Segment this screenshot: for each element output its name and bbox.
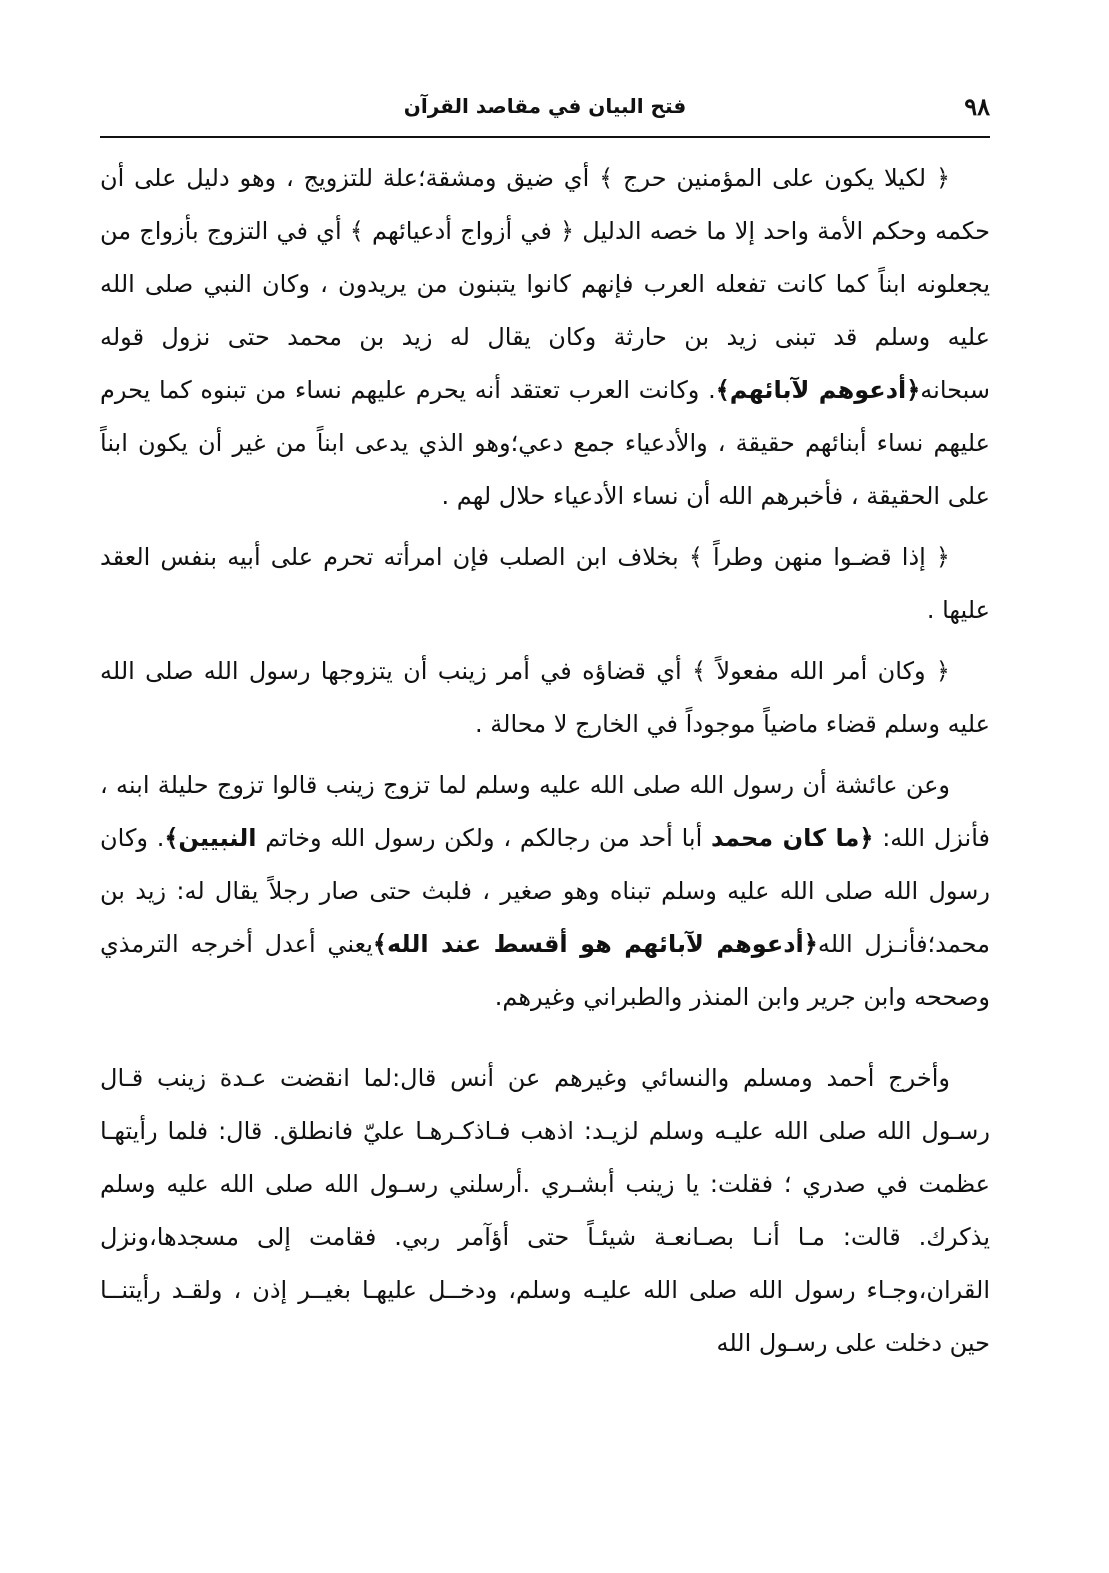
page-number: ٩٨ (964, 92, 990, 121)
paragraph (100, 1052, 990, 1370)
text-segment: يعني أعدل أخرجه الترمذي وصححه وابن جرير وابن المنذر والطبراني وغيرهم. (100, 930, 990, 1011)
text-segment: ﴿ وكان أمر الله مفعولاً ﴾ (691, 657, 950, 685)
text-segment: ﴿ إذا قضـوا منهن وطراً ﴾ (688, 543, 950, 571)
text-segment: . وكان رسول الله صلى الله عليه وسلم تبناه وهو صغير ، فلبث حتى صار رجلاً يقال له: زيد بن محمد؛فأنـزل الله (100, 824, 990, 958)
paragraph (100, 645, 990, 751)
text-segment: أي ضيق ومشقة؛علة للتزويج ، وهو دليل على أن حكمه وحكم الأمة واحد إلا ما خصه الدليل (100, 164, 991, 245)
text-segment: . وكانت العرب تعتقد أنه يحرم عليهم نساء من تبنوه كما يحرم عليهم نساء أبنائهم حقيقة ، والأدعياء جمع دعي؛وهو الذي يدعى ابناً من غير أن يكون ابناً على الحقيقة ، فأخبرهم الله أن نساء الأدعياء حلال لهم . (100, 376, 990, 510)
text-segment: أبا أحد من رجالكم ، ولكن رسول الله وخاتم (256, 824, 712, 852)
paragraph (100, 531, 990, 637)
body-text (100, 152, 990, 1370)
text-segment: ﴿ لكيلا يكون على المؤمنين حرج ﴾ (599, 164, 951, 192)
text-segment: وأخرج أحمد ومسلم والنسائي وغيرهم عن أنس قال:لما انقضت عـدة زينب قـال رسـول الله صلى الله عليـه وسلم لزيـد: اذهب فـاذكـرهـا عليّ فانطلق. قال: فلما رأيتهـا عظمت في صدري ؛ فقلت: يا زينب أبشـري .أرسلني رسـول الله صلى الله عليه وسلم يذكرك. قالت: مـا أنـا بصـانعـة شيئـاً حتى أؤآمر ربي. فقامت إلى مسجدها،ونزل القران،وجـاء رسول الله صلى الله عليـه وسلم، ودخــل عليهـا بغيــر إذن ، ولقـد رأيتنــا حين دخلت على رسـول الله (100, 1064, 990, 1357)
quran-quote: النبيين﴾ (164, 824, 257, 852)
text-segment: أي في التزوج بأزواج من يجعلونه ابناً كما كانت تفعله العرب فإنهم كانوا يتبنون من يريدون ، وكان النبي صلى الله عليه وسلم قد تبنى زيد بن حارثة وكان يقال له زيد بن محمد حتى نزول قوله سبحانه (100, 217, 990, 404)
paragraph (100, 759, 990, 1024)
text-segment: بخلاف ابن الصلب فإن امرأته تحرم على أبيه بنفس العقد عليها . (100, 543, 990, 624)
page-header (100, 88, 990, 138)
quran-quote: ﴿ما كان محمد (711, 824, 874, 852)
running-title: فتح البيان في مقاصد القرآن (403, 94, 687, 118)
text-segment: أي قضاؤه في أمر زينب أن يتزوجها رسول الله صلى الله عليه وسلم قضاء ماضياً موجوداً في الخارج لا محالة . (100, 657, 990, 738)
quran-quote: ﴿أدعوهم لآبائهم﴾ (715, 376, 921, 404)
text-segment: ﴿ في أزواج أدعيائهم ﴾ (349, 217, 575, 245)
paragraph (100, 152, 990, 523)
text-segment: وعن عائشة أن رسول الله صلى الله عليه وسلم لما تزوج زينب قالوا تزوج حليلة ابنه ، فأنزل الله: (100, 771, 990, 852)
document-page (100, 88, 990, 1528)
quran-quote: ﴿أدعوهم لآبائهم هو أقسط عند الله﴾ (372, 930, 818, 958)
